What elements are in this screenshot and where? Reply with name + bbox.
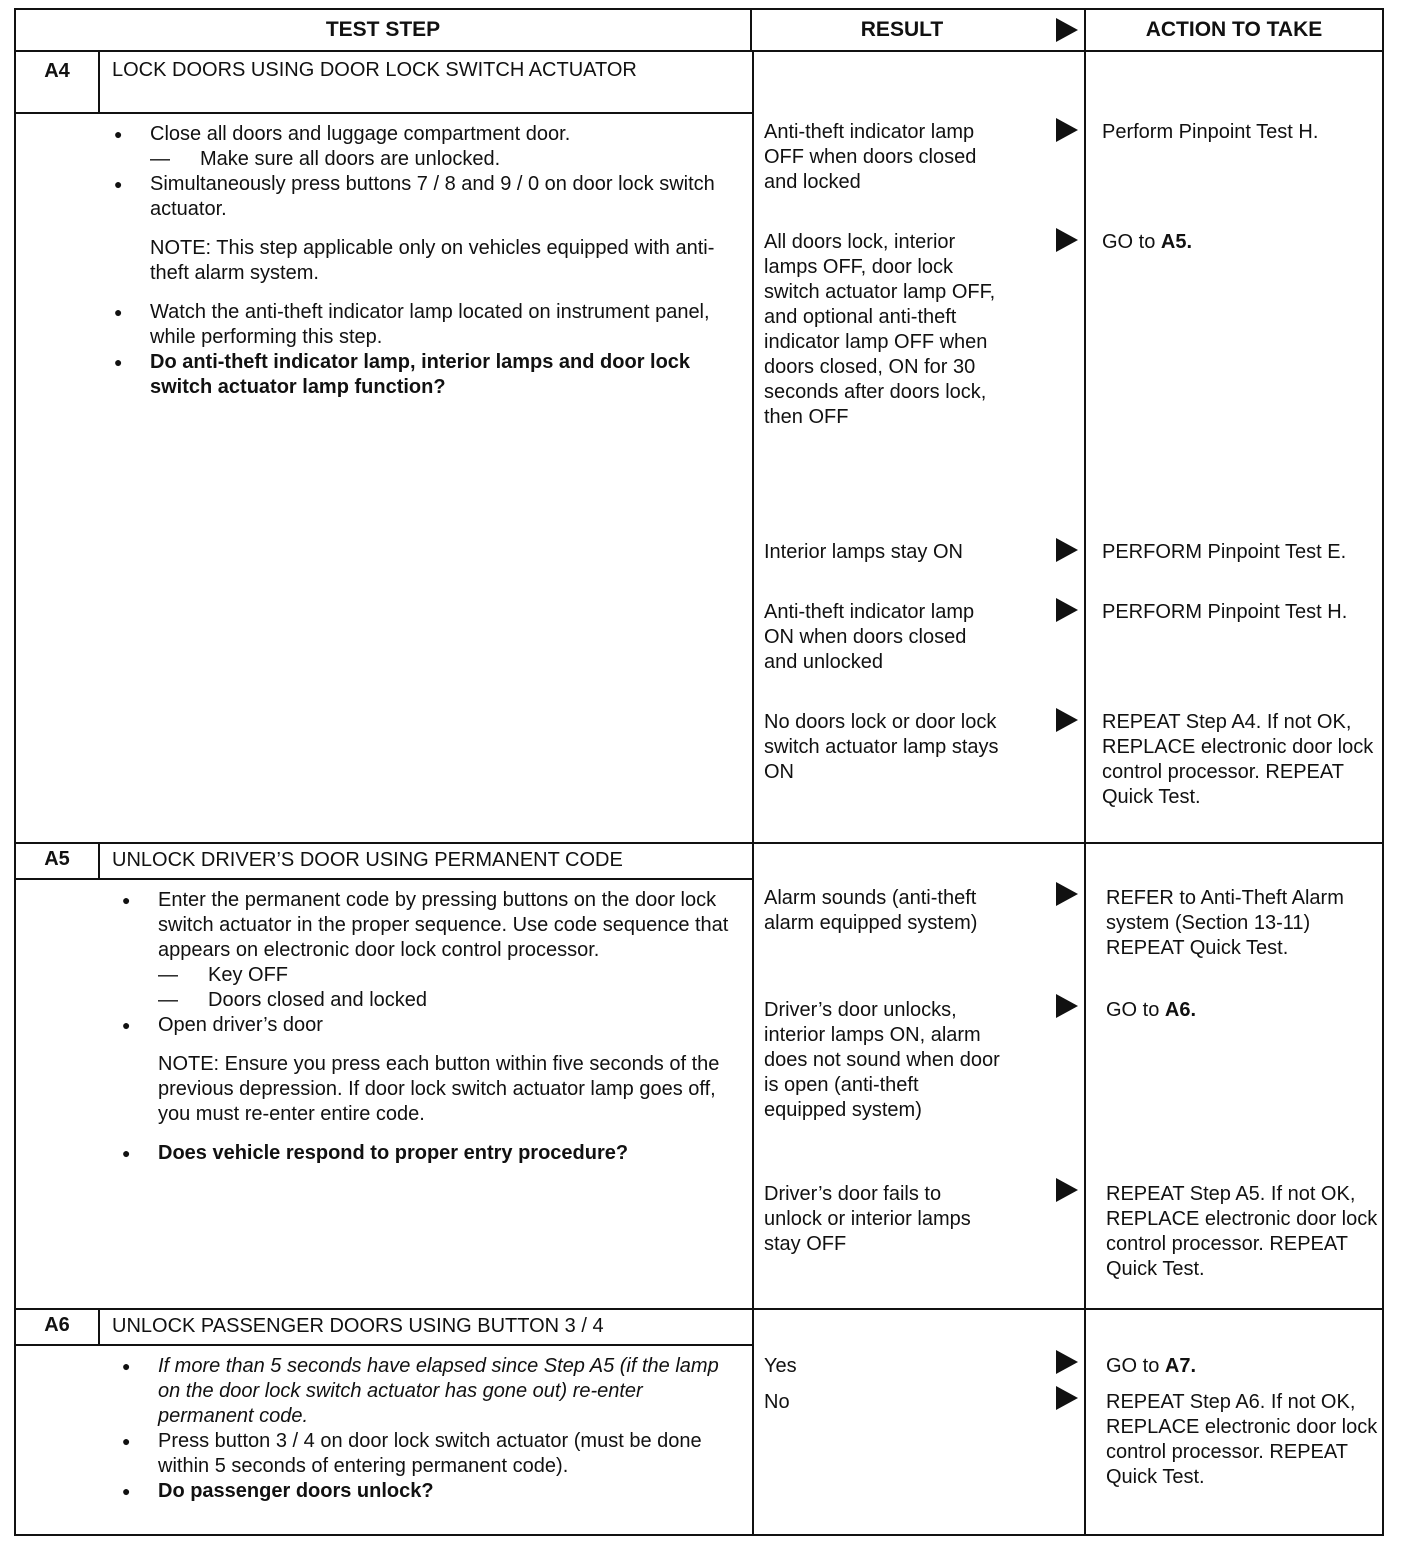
step-title-box	[16, 1310, 752, 1346]
instruction-item: ● Watch the anti-theft indicator lamp located on instrument panel, while performing this step.	[112, 300, 732, 350]
arrow-icon	[1056, 1350, 1078, 1374]
step-title-box	[16, 844, 752, 880]
instruction-item: ● Open driver’s door	[120, 1013, 740, 1038]
question: ● Do passenger doors unlock?	[120, 1479, 740, 1504]
question: ● Do anti-theft indicator lamp, interior lamps and door lock switch actuator lamp function?	[112, 350, 732, 400]
step-block-a5	[14, 844, 1384, 1310]
action-item: REPEAT Step A5. If not OK, REPLACE electronic door lock control processor. REPEAT Quick Test.	[1106, 1183, 1378, 1280]
arrow-icon	[1056, 994, 1078, 1018]
step-ref: A5.	[1160, 231, 1193, 253]
step-title: UNLOCK PASSENGER DOORS USING BUTTON 3 / 4	[112, 1315, 604, 1337]
action-item: Perform Pinpoint Test H.	[1102, 121, 1319, 143]
instruction-item: ● Close all doors and luggage compartment door.	[112, 122, 732, 147]
header-test-step: TEST STEP	[325, 18, 441, 41]
step-title: LOCK DOORS USING DOOR LOCK SWITCH ACTUATOR	[112, 59, 637, 81]
step-instructions	[112, 122, 732, 400]
result-item: All doors lock, interior lamps OFF, door lock switch actuator lamp OFF, and optional anti-theft indicator lamp OFF when doors closed, ON for 30 seconds after doors lock, then OFF	[764, 231, 996, 428]
step-ref: A6.	[1164, 999, 1197, 1021]
instruction-item: ● Simultaneously press buttons 7 / 8 and 9 / 0 on door lock switch actuator.	[112, 172, 732, 222]
note: NOTE: This step applicable only on vehicles equipped with anti-theft alarm system.	[150, 237, 715, 284]
step-instructions	[120, 888, 740, 1166]
step-title-box	[16, 52, 752, 114]
action-item	[1102, 230, 1382, 255]
instruction-item: ● Enter the permanent code by pressing buttons on the door lock switch actuator in the proper sequence. Use code sequence that appears on electronic door lock control processor.	[120, 888, 740, 963]
note: NOTE: Ensure you press each button within five seconds of the previous depression. If door lock switch actuator lamp goes off, you must re-enter entire code.	[158, 1053, 720, 1125]
sub-instruction: — Doors closed and locked	[120, 988, 740, 1013]
action-text: GO to	[1106, 1355, 1165, 1377]
result-item: Alarm sounds (anti-theft alarm equipped system)	[764, 887, 978, 934]
action-item: REPEAT Step A4. If not OK, REPLACE electronic door lock control processor. REPEAT Quick Test.	[1102, 711, 1374, 808]
arrow-icon	[1056, 228, 1078, 252]
result-item: Driver’s door fails to unlock or interior lamps stay OFF	[764, 1183, 971, 1255]
sub-instruction: — Key OFF	[120, 963, 740, 988]
action-text: GO to	[1102, 231, 1161, 253]
question: ● Does vehicle respond to proper entry procedure?	[120, 1141, 740, 1166]
result-item: Anti-theft indicator lamp OFF when doors closed and locked	[764, 121, 977, 193]
arrow-icon	[1056, 18, 1078, 42]
arrow-icon	[1056, 118, 1078, 142]
result-item: No	[764, 1391, 790, 1413]
step-id: A4	[44, 60, 70, 82]
step-id: A5	[44, 848, 70, 870]
action-text: GO to	[1106, 999, 1165, 1021]
result-item: Anti-theft indicator lamp ON when doors closed and unlocked	[764, 601, 975, 673]
diagnostic-table	[14, 8, 1384, 1536]
action-item: PERFORM Pinpoint Test E.	[1102, 541, 1347, 563]
arrow-icon	[1056, 1178, 1078, 1202]
header-result: RESULT	[860, 18, 944, 41]
arrow-icon	[1056, 882, 1078, 906]
sub-instruction: — Make sure all doors are unlocked.	[112, 147, 732, 172]
action-item: PERFORM Pinpoint Test H.	[1102, 601, 1348, 623]
arrow-icon	[1056, 598, 1078, 622]
arrow-icon	[1056, 1386, 1078, 1410]
result-item: Interior lamps stay ON	[764, 541, 963, 563]
result-item: No doors lock or door lock switch actuator lamp stays ON	[764, 711, 999, 783]
instruction-item: ● If more than 5 seconds have elapsed since Step A5 (if the lamp on the door lock switch actuator has gone out) re-enter permanent code.	[120, 1354, 740, 1429]
step-title: UNLOCK DRIVER’S DOOR USING PERMANENT CODE	[112, 849, 623, 871]
arrow-icon	[1056, 538, 1078, 562]
arrow-icon	[1056, 708, 1078, 732]
step-block-a6	[14, 1310, 1384, 1536]
step-ref: A7.	[1164, 1355, 1197, 1377]
step-id: A6	[44, 1314, 70, 1336]
action-item	[1106, 1354, 1386, 1379]
action-item: REFER to Anti-Theft Alarm system (Section 13-11) REPEAT Quick Test.	[1106, 887, 1344, 959]
table-header	[14, 8, 1384, 52]
step-block-a4	[14, 52, 1384, 844]
header-action: ACTION TO TAKE	[1145, 18, 1323, 41]
step-instructions	[120, 1354, 740, 1504]
action-item	[1106, 998, 1386, 1023]
action-item: REPEAT Step A6. If not OK, REPLACE electronic door lock control processor. REPEAT Quick Test.	[1106, 1391, 1378, 1488]
result-item: Driver’s door unlocks, interior lamps ON, alarm does not sound when door is open (anti-theft equipped system)	[764, 999, 1000, 1121]
result-item: Yes	[764, 1355, 797, 1377]
instruction-item: ● Press button 3 / 4 on door lock switch actuator (must be done within 5 seconds of entering permanent code).	[120, 1429, 740, 1479]
